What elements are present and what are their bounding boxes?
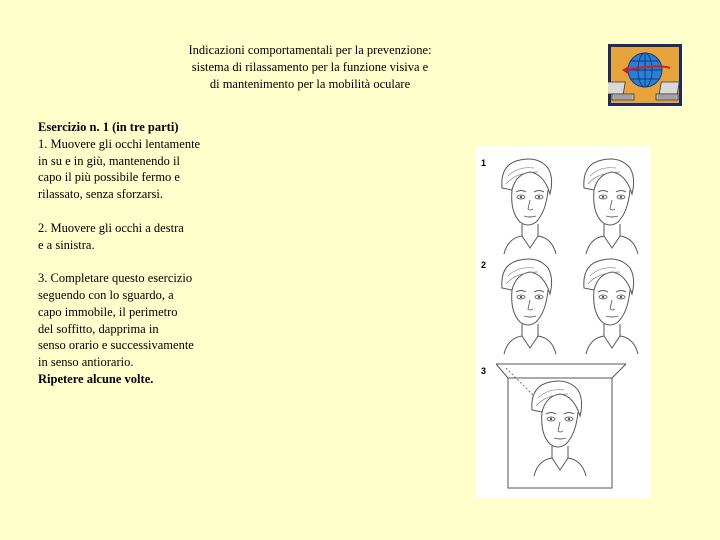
part3-line-6: in senso antiorario. bbox=[38, 355, 134, 370]
exercise-heading: Esercizio n. 1 (in tre parti) bbox=[38, 120, 179, 134]
part2-line-2: e a sinistra. bbox=[38, 237, 95, 252]
closing-instruction: Ripetere alcune volte. bbox=[38, 371, 154, 386]
page-title bbox=[150, 42, 470, 93]
title-line-2: sistema di rilassamento per la funzione visiva e bbox=[191, 60, 429, 74]
part1-line-1: 1. Muovere gli occhi lentamente bbox=[38, 136, 201, 151]
exercise-text bbox=[38, 119, 238, 388]
part3-line-3: capo immobile, il perimetro bbox=[38, 304, 178, 319]
part2-line-1: 2. Muovere gli occhi a destra bbox=[38, 220, 184, 235]
part1-line-4: rilassato, senza sforzarsi. bbox=[38, 187, 163, 202]
globe-network-computers-icon bbox=[608, 44, 682, 106]
part3-line-1: 3. Completare questo esercizio bbox=[38, 271, 193, 286]
part1-line-2: in su e in giù, mantenendo il bbox=[38, 153, 180, 168]
label-1: 1 bbox=[481, 158, 487, 168]
title-line-1: Indicazioni comportamentali per la prevenzione: bbox=[188, 43, 432, 57]
part1-line-3: capo il più possibile fermo e bbox=[38, 170, 180, 185]
title-line-3: di mantenimento per la mobilità oculare bbox=[209, 77, 411, 91]
part3-line-2: seguendo con lo sguardo, a bbox=[38, 287, 174, 302]
label-3: 3 bbox=[481, 366, 487, 376]
part3-line-4: del soffitto, dapprima in bbox=[38, 321, 159, 336]
label-2: 2 bbox=[481, 260, 487, 270]
part3-line-5: senso orario e successivamente bbox=[38, 338, 194, 353]
eye-exercise-illustration bbox=[476, 146, 651, 498]
